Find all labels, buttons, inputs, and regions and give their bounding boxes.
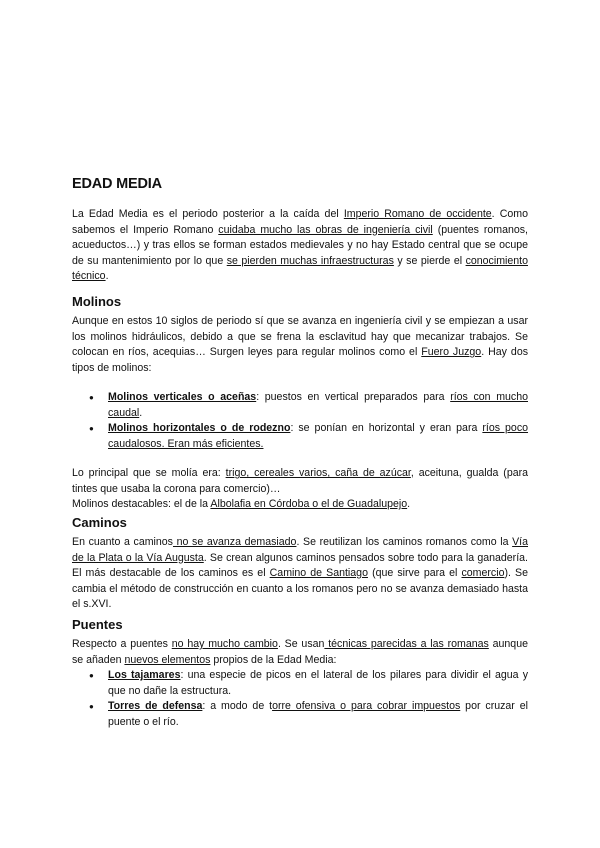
intro-paragraph: La Edad Media es el periodo posterior a la caída del Imperio Romano de occidente. Como sabemos el Imperio Romano cuidaba mucho las obras de ingeniería civil (puentes romanos, acueductos…) y tras ellos se forman estados medievales y no hay Estado central que se ocupe de su mantenimiento por lo que se pierden muchas infraestructuras y se pierde el conocimiento técnico. [72, 208, 528, 282]
underlined-text: nuevos elementos [124, 653, 211, 666]
underlined-text: comercio [461, 567, 505, 579]
puentes-heading: Puentes [72, 617, 123, 632]
underlined-text: ríos con mucho caudal [108, 391, 528, 419]
puentes-section [72, 617, 528, 730]
underlined-text: se pierden muchas infraestructuras [226, 254, 394, 267]
caminos-heading: Caminos [72, 515, 127, 530]
underlined-text: no se avanza demasiado [172, 536, 297, 548]
underlined-text: Vía de la Plata o la Vía Augusta [72, 536, 529, 564]
underlined-text: orre ofensiva o para cobrar impuestos [272, 700, 461, 712]
molinos-paragraph-2: Lo principal que se molía era: trigo, cereales varios, caña de azúcar, aceituna, gualda (para tintes que usaba la corona para comercio)… [72, 467, 529, 495]
underlined-text: ríos poco caudalosos. Eran más eficientes. [108, 422, 529, 450]
molinos-list [72, 390, 528, 452]
molinos-section [72, 294, 528, 513]
molinos-paragraph-3: Molinos destacables: el de la Albolafia en Córdoba o el de Guadalupejo. [72, 498, 411, 510]
molinos-paragraph: Aunque en estos 10 siglos de periodo sí que se avanza en ingeniería civil y se empiezan a usar los molinos hidráulicos, debido a que se frena la esclavitud hay que mecanizar trabajos. Se colocan en ríos, acequias… Surgen leyes para regular molinos como el Fuero Juzgo. Hay dos tipos de molinos: [72, 315, 529, 374]
underlined-text: trigo, cereales varios, caña de azúcar [225, 467, 411, 479]
list-item: ● Los tajamares: una especie de picos en el lateral de los pilares para dividir el agua y que no dañe la estructura. [108, 668, 528, 699]
underlined-text: cuidaba mucho las obras de ingeniería civil [218, 223, 433, 236]
underlined-text: no hay mucho cambio [171, 638, 278, 650]
underlined-text: conocimiento técnico [72, 254, 528, 282]
underlined-text: Fuero Juzgo [421, 346, 482, 358]
puentes-paragraph: Respecto a puentes no hay mucho cambio. Se usan técnicas parecidas a las romanas aunque se añaden nuevos elementos propios de la Edad Media: [72, 638, 528, 666]
puentes-list [72, 668, 528, 730]
list-item: ● Molinos horizontales o de rodezno: se ponían en horizontal y eran para ríos poco caudalosos. Eran más eficientes. [108, 421, 528, 452]
underlined-text: Camino de Santiago [269, 567, 368, 579]
page-title: EDAD MEDIA [72, 176, 162, 192]
molinos-heading: Molinos [72, 294, 122, 309]
underlined-text: técnicas parecidas a las romanas [324, 638, 489, 650]
intro-section [72, 207, 528, 285]
caminos-paragraph: En cuanto a caminos no se avanza demasiado. Se reutilizan los caminos romanos como la Vía de la Plata o la Vía Augusta. Se crean algunos caminos pensados sobre todo para la ganadería. El más destacable de los caminos es el Camino de Santiago (que sirve para el comercio). Se cambia el método de construcción en cuanto a los romanos pero no se avanza demasiado hasta el s.XVI. [72, 536, 529, 610]
underlined-text: Albolafia en Córdoba o el de Guadalupejo [210, 498, 408, 510]
list-item: ● Molinos verticales o aceñas: puestos en vertical preparados para ríos con mucho caudal. [108, 390, 528, 421]
underlined-text: Imperio Romano de occidente [343, 208, 492, 220]
list-item: ● Torres de defensa: a modo de torre ofensiva o para cobrar impuestos por cruzar el puente o el río. [108, 699, 528, 730]
caminos-section [72, 515, 528, 613]
